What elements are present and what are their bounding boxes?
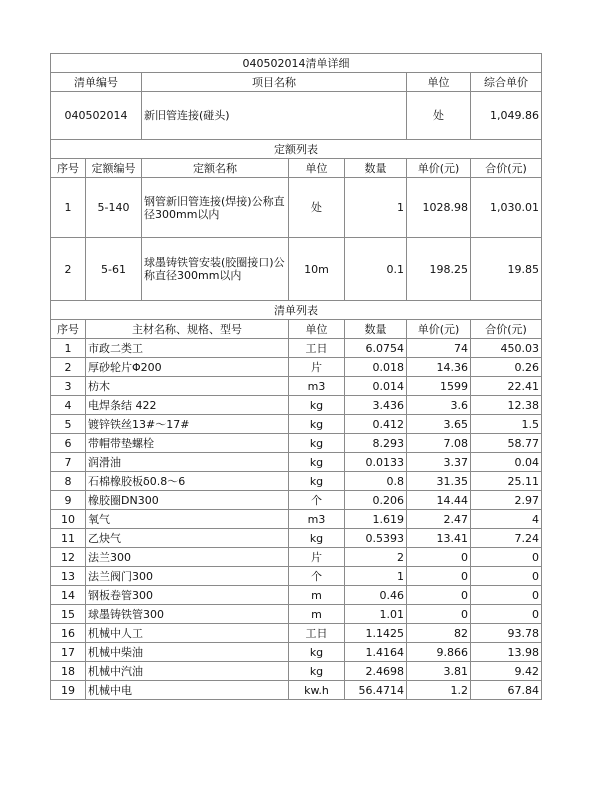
quota-name: 钢管新旧管连接(焊接)公称直径300mm以内 (142, 178, 289, 238)
material-total: 450.03 (471, 339, 542, 358)
material-name: 润滑油 (86, 453, 289, 472)
quota-row (51, 178, 542, 238)
material-no: 5 (51, 415, 86, 434)
material-price: 3.81 (407, 662, 471, 681)
materials-section-title: 清单列表 (51, 301, 542, 320)
material-price: 14.36 (407, 358, 471, 377)
material-price: 2.47 (407, 510, 471, 529)
material-row (51, 643, 542, 662)
quota-col-name: 定额名称 (142, 159, 289, 178)
mat-col-price: 单价(元) (407, 320, 471, 339)
material-name: 市政二类工 (86, 339, 289, 358)
material-qty: 0.46 (345, 586, 407, 605)
material-name: 带帽带垫螺栓 (86, 434, 289, 453)
material-no: 17 (51, 643, 86, 662)
material-row (51, 548, 542, 567)
material-unit: m (289, 605, 345, 624)
materials-header-row (51, 320, 542, 339)
material-price: 1.2 (407, 681, 471, 700)
material-price: 3.65 (407, 415, 471, 434)
material-unit: kg (289, 415, 345, 434)
material-name: 氧气 (86, 510, 289, 529)
material-row (51, 529, 542, 548)
price-label: 综合单价 (471, 73, 542, 92)
material-name: 枋木 (86, 377, 289, 396)
unit-label: 单位 (407, 73, 471, 92)
bill-price: 1,049.86 (471, 92, 542, 140)
material-unit: 片 (289, 358, 345, 377)
material-unit: 工日 (289, 339, 345, 358)
material-row (51, 567, 542, 586)
mat-col-unit: 单位 (289, 320, 345, 339)
material-unit: 个 (289, 567, 345, 586)
material-total: 0 (471, 548, 542, 567)
quota-col-total: 合价(元) (471, 159, 542, 178)
material-row (51, 339, 542, 358)
material-no: 14 (51, 586, 86, 605)
header-value-row (51, 92, 542, 140)
header-label-row (51, 73, 542, 92)
material-row (51, 377, 542, 396)
material-name: 机械中电 (86, 681, 289, 700)
material-no: 15 (51, 605, 86, 624)
material-total: 67.84 (471, 681, 542, 700)
material-total: 1.5 (471, 415, 542, 434)
material-no: 3 (51, 377, 86, 396)
material-qty: 56.4714 (345, 681, 407, 700)
quota-section-row (51, 140, 542, 159)
material-name: 乙炔气 (86, 529, 289, 548)
code-label: 清单编号 (51, 73, 142, 92)
material-price: 13.41 (407, 529, 471, 548)
material-qty: 1.619 (345, 510, 407, 529)
material-price: 1599 (407, 377, 471, 396)
quota-col-no: 序号 (51, 159, 86, 178)
name-label: 项目名称 (142, 73, 407, 92)
quota-price: 198.25 (407, 238, 471, 301)
material-unit: 工日 (289, 624, 345, 643)
quota-no: 2 (51, 238, 86, 301)
material-qty: 0.206 (345, 491, 407, 510)
material-qty: 1.01 (345, 605, 407, 624)
material-no: 12 (51, 548, 86, 567)
material-name: 石棉橡胶板δ0.8～6 (86, 472, 289, 491)
material-name: 机械中人工 (86, 624, 289, 643)
material-name: 厚砂轮片Φ200 (86, 358, 289, 377)
material-total: 0 (471, 586, 542, 605)
material-price: 0 (407, 567, 471, 586)
material-qty: 2 (345, 548, 407, 567)
material-row (51, 510, 542, 529)
material-name: 电焊条结 422 (86, 396, 289, 415)
material-price: 0 (407, 548, 471, 567)
material-row (51, 624, 542, 643)
material-row (51, 681, 542, 700)
material-row (51, 396, 542, 415)
quota-unit: 处 (289, 178, 345, 238)
quota-no: 1 (51, 178, 86, 238)
material-no: 9 (51, 491, 86, 510)
material-unit: kg (289, 396, 345, 415)
material-total: 93.78 (471, 624, 542, 643)
quota-col-unit: 单位 (289, 159, 345, 178)
quota-code: 5-140 (86, 178, 142, 238)
material-qty: 6.0754 (345, 339, 407, 358)
material-name: 球墨铸铁管300 (86, 605, 289, 624)
material-price: 0 (407, 605, 471, 624)
mat-col-qty: 数量 (345, 320, 407, 339)
material-total: 2.97 (471, 491, 542, 510)
material-price: 74 (407, 339, 471, 358)
material-price: 7.08 (407, 434, 471, 453)
material-price: 0 (407, 586, 471, 605)
material-no: 1 (51, 339, 86, 358)
material-name: 机械中柴油 (86, 643, 289, 662)
quota-qty: 1 (345, 178, 407, 238)
quota-row (51, 238, 542, 301)
quota-name: 球墨铸铁管安装(胶圈接口)公称直径300mm以内 (142, 238, 289, 301)
material-unit: m3 (289, 377, 345, 396)
mat-col-total: 合价(元) (471, 320, 542, 339)
material-price: 3.6 (407, 396, 471, 415)
material-no: 10 (51, 510, 86, 529)
material-name: 橡胶圈DN300 (86, 491, 289, 510)
material-unit: m3 (289, 510, 345, 529)
material-price: 9.866 (407, 643, 471, 662)
quota-total: 1,030.01 (471, 178, 542, 238)
material-row (51, 605, 542, 624)
bill-unit: 处 (407, 92, 471, 140)
material-total: 25.11 (471, 472, 542, 491)
material-qty: 1 (345, 567, 407, 586)
quota-total: 19.85 (471, 238, 542, 301)
material-qty: 0.8 (345, 472, 407, 491)
bill-detail-sheet (50, 53, 541, 700)
material-total: 9.42 (471, 662, 542, 681)
material-unit: kg (289, 643, 345, 662)
material-qty: 1.1425 (345, 624, 407, 643)
material-unit: m (289, 586, 345, 605)
material-total: 0 (471, 605, 542, 624)
material-row (51, 491, 542, 510)
material-unit: 个 (289, 491, 345, 510)
material-total: 4 (471, 510, 542, 529)
quota-header-row (51, 159, 542, 178)
material-qty: 3.436 (345, 396, 407, 415)
material-qty: 0.014 (345, 377, 407, 396)
material-qty: 0.018 (345, 358, 407, 377)
material-row (51, 415, 542, 434)
material-no: 18 (51, 662, 86, 681)
material-unit: 片 (289, 548, 345, 567)
material-row (51, 453, 542, 472)
bill-detail-table (50, 53, 542, 700)
material-price: 3.37 (407, 453, 471, 472)
material-no: 7 (51, 453, 86, 472)
quota-col-price: 单价(元) (407, 159, 471, 178)
material-total: 22.41 (471, 377, 542, 396)
material-total: 13.98 (471, 643, 542, 662)
material-row (51, 662, 542, 681)
quota-unit: 10m (289, 238, 345, 301)
quota-price: 1028.98 (407, 178, 471, 238)
bill-code: 040502014 (51, 92, 142, 140)
material-name: 镀锌铁丝13#～17# (86, 415, 289, 434)
material-qty: 0.0133 (345, 453, 407, 472)
material-name: 法兰300 (86, 548, 289, 567)
material-unit: kg (289, 453, 345, 472)
material-no: 4 (51, 396, 86, 415)
material-total: 12.38 (471, 396, 542, 415)
material-qty: 2.4698 (345, 662, 407, 681)
material-no: 16 (51, 624, 86, 643)
material-price: 14.44 (407, 491, 471, 510)
material-qty: 0.412 (345, 415, 407, 434)
quota-col-qty: 数量 (345, 159, 407, 178)
material-total: 0.26 (471, 358, 542, 377)
material-unit: kg (289, 662, 345, 681)
material-price: 82 (407, 624, 471, 643)
material-total: 0 (471, 567, 542, 586)
quota-section-title: 定额列表 (51, 140, 542, 159)
material-row (51, 358, 542, 377)
material-unit: kw.h (289, 681, 345, 700)
material-qty: 0.5393 (345, 529, 407, 548)
material-row (51, 586, 542, 605)
quota-code: 5-61 (86, 238, 142, 301)
material-no: 19 (51, 681, 86, 700)
material-no: 8 (51, 472, 86, 491)
materials-section-row (51, 301, 542, 320)
mat-col-name: 主材名称、规格、型号 (86, 320, 289, 339)
material-row (51, 434, 542, 453)
material-unit: kg (289, 529, 345, 548)
material-no: 11 (51, 529, 86, 548)
material-unit: kg (289, 434, 345, 453)
material-no: 2 (51, 358, 86, 377)
material-unit: kg (289, 472, 345, 491)
material-name: 钢板卷管300 (86, 586, 289, 605)
material-no: 6 (51, 434, 86, 453)
material-price: 31.35 (407, 472, 471, 491)
material-name: 法兰阀门300 (86, 567, 289, 586)
quota-col-code: 定额编号 (86, 159, 142, 178)
material-qty: 1.4164 (345, 643, 407, 662)
mat-col-no: 序号 (51, 320, 86, 339)
sheet-title: 040502014清单详细 (51, 54, 542, 73)
quota-qty: 0.1 (345, 238, 407, 301)
material-name: 机械中汽油 (86, 662, 289, 681)
bill-name: 新旧管连接(碰头) (142, 92, 407, 140)
material-total: 58.77 (471, 434, 542, 453)
material-total: 0.04 (471, 453, 542, 472)
material-total: 7.24 (471, 529, 542, 548)
material-row (51, 472, 542, 491)
material-no: 13 (51, 567, 86, 586)
material-qty: 8.293 (345, 434, 407, 453)
title-row (51, 54, 542, 73)
